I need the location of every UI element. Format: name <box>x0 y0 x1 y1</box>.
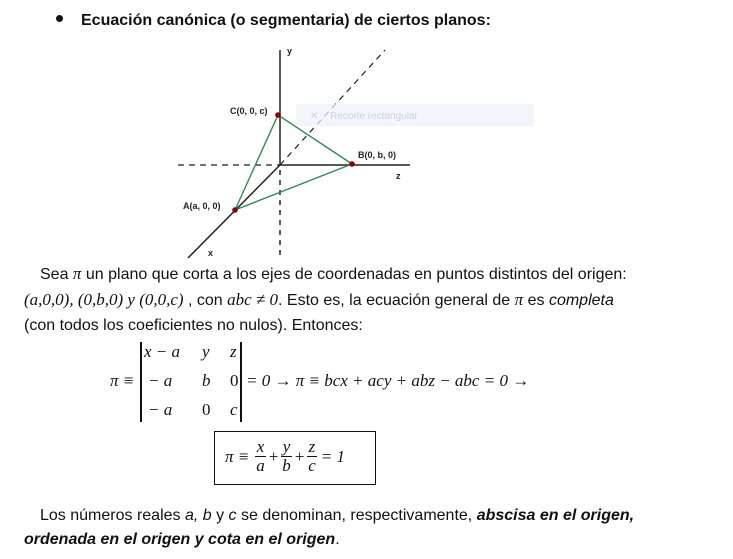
overlay-text: Recorte rectangular <box>330 111 418 122</box>
label-c: C(0, 0, c) <box>230 106 268 116</box>
section-heading <box>56 12 491 30</box>
label-z: z <box>396 171 401 181</box>
point-a <box>232 207 238 213</box>
heading-text: Ecuación canónica (o segmentaria) de ciertos planos: <box>81 12 491 29</box>
label-b: B(0, b, 0) <box>358 150 397 160</box>
overlay-x-icon: ✕ <box>310 111 319 122</box>
frac-x-a: $\frac{x}{a}$ <box>256 437 265 475</box>
label-y: y <box>287 46 293 56</box>
det-right-bar <box>240 342 242 422</box>
frac-y-b: $\frac{y}{b}$ <box>282 437 291 475</box>
det-pi-equiv: π ≡ <box>110 371 135 390</box>
canonical-equation-box: π ≡ $\frac{x}{a}$ + $\frac{y}{b}$ + $\frac{z}{c}$ = 1 <box>214 431 376 485</box>
paragraph1-line1: Sea π un plano que corta a los ejes de coordenadas en puntos distintos del origen: <box>40 264 627 283</box>
det-result: = 0 → π ≡ bcx + acy + abz − abc = 0 → <box>246 371 530 390</box>
bullet-icon <box>56 15 63 22</box>
frac-z-c: $\frac{z}{c}$ <box>308 437 316 475</box>
paragraph1-line3: (con todos los coeficientes no nulos). Entonces: <box>24 317 363 334</box>
det-left-bar <box>140 342 142 422</box>
coordinate-figure <box>170 40 550 265</box>
paragraph2-line2: ordenada en el origen y cota en el origen. <box>24 531 340 548</box>
point-b <box>349 161 355 167</box>
determinant-equation: π ≡ x − a y z − a b 0 − a 0 c = 0 → π ≡ bcx + acy + abz − abc = 0 → <box>110 340 570 425</box>
point-c <box>275 112 281 118</box>
label-x: x <box>208 248 214 258</box>
paragraph1-line2: (a,0,0), (0,b,0) y (0,0,c) , con abc ≠ 0. Esto es, la ecuación general de π es completa <box>24 290 614 309</box>
paragraph2-line1: Los números reales a, b y c se denominan, respectivamente, abscisa en el origen, <box>40 507 635 524</box>
label-a: A(a, 0, 0) <box>183 201 221 211</box>
